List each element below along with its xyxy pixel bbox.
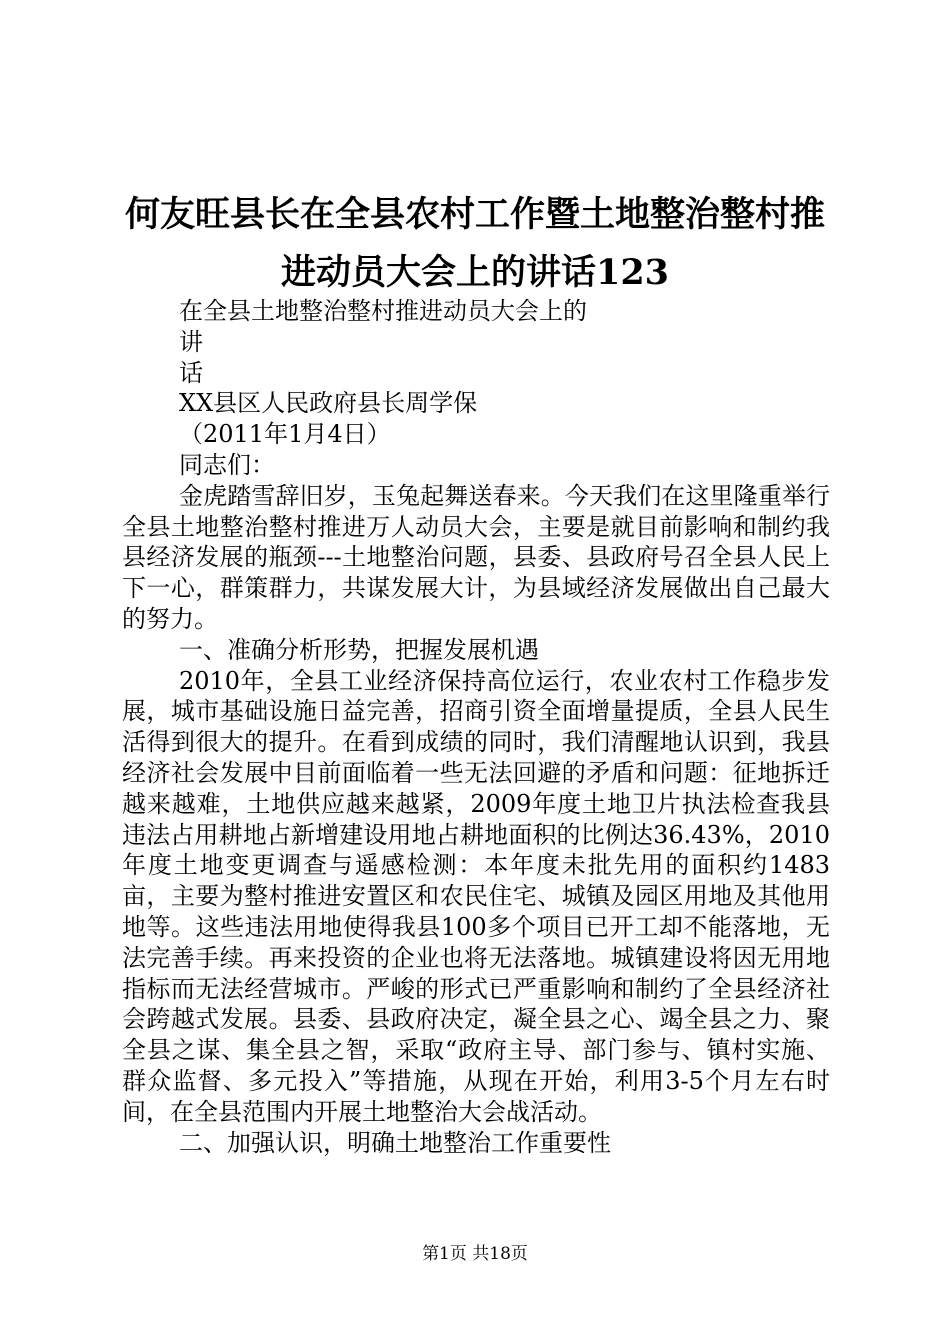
salutation: 同志们：: [179, 450, 275, 479]
section-heading-1: 一、准确分析形势，把握发展机遇: [179, 635, 539, 664]
paragraph-situation: 2010年，全县工业经济保持高位运行，农业农村工作稳步发展，城市基础设施日益完善，招商引资全面增量提质，全县人民生活得到很大的提升。在看到成绩的同时，我们清醒地认识到，我县经济社会发展中目前面临着一些无法回避的矛盾和问题：征地拆迁越来越难，土地供应越来越紧，2009年度土地卫片执法检查我县违法占用耕地占新增建设用地占耕地面积的比例达36.43%，2010年度土地变更调查与遥感检测：本年度未批先用的面积约1483亩，主要为整村推进安置区和农民住宅、城镇及园区用地及其他用地等。这些违法用地使得我县100多个项目已开工却不能落地，无法完善手续。再来投资的企业也将无法落地。城镇建设将因无用地指标而无法经营城市。严峻的形式已严重影响和制约了全县经济社会跨越式发展。县委、县政府决定，凝全县之心、竭全县之力、聚全县之谋、集全县之智，采取“政府主导、部门参与、镇村实施、群众监督、多元投入”等措施，从现在开始，利用3-5个月左右时间，在全县范围内开展土地整治大会战活动。: [122, 666, 830, 1126]
speech-heading-line-3: 话: [179, 358, 203, 387]
document-body: [122, 296, 830, 1158]
speech-heading-line-1: 在全县土地整治整村推进动员大会上的: [179, 297, 587, 325]
page-footer: 第1页 共18页: [422, 1244, 528, 1264]
date-line: （2011年1月4日）: [179, 420, 391, 449]
speech-heading-line-2: 讲: [179, 327, 203, 356]
speaker-line: XX县区人民政府县长周学保: [179, 389, 478, 418]
section-heading-2: 二、加强认识，明确土地整治工作重要性: [179, 1128, 611, 1157]
document-title: 何友旺县长在全县农村工作暨土地整治整村推进动员大会上的讲话123: [124, 194, 825, 293]
paragraph-opening: 金虎踏雪辞旧岁，玉兔起舞送春来。今天我们在这里隆重举行全县土地整治整村推进万人动员大会，主要是就目前影响和制约我县经济发展的瓶颈---土地整治问题，县委、县政府号召全县人民上下一心，群策群力，共谋发展大计，为县域经济发展做出自己最大的努力。: [122, 481, 830, 633]
